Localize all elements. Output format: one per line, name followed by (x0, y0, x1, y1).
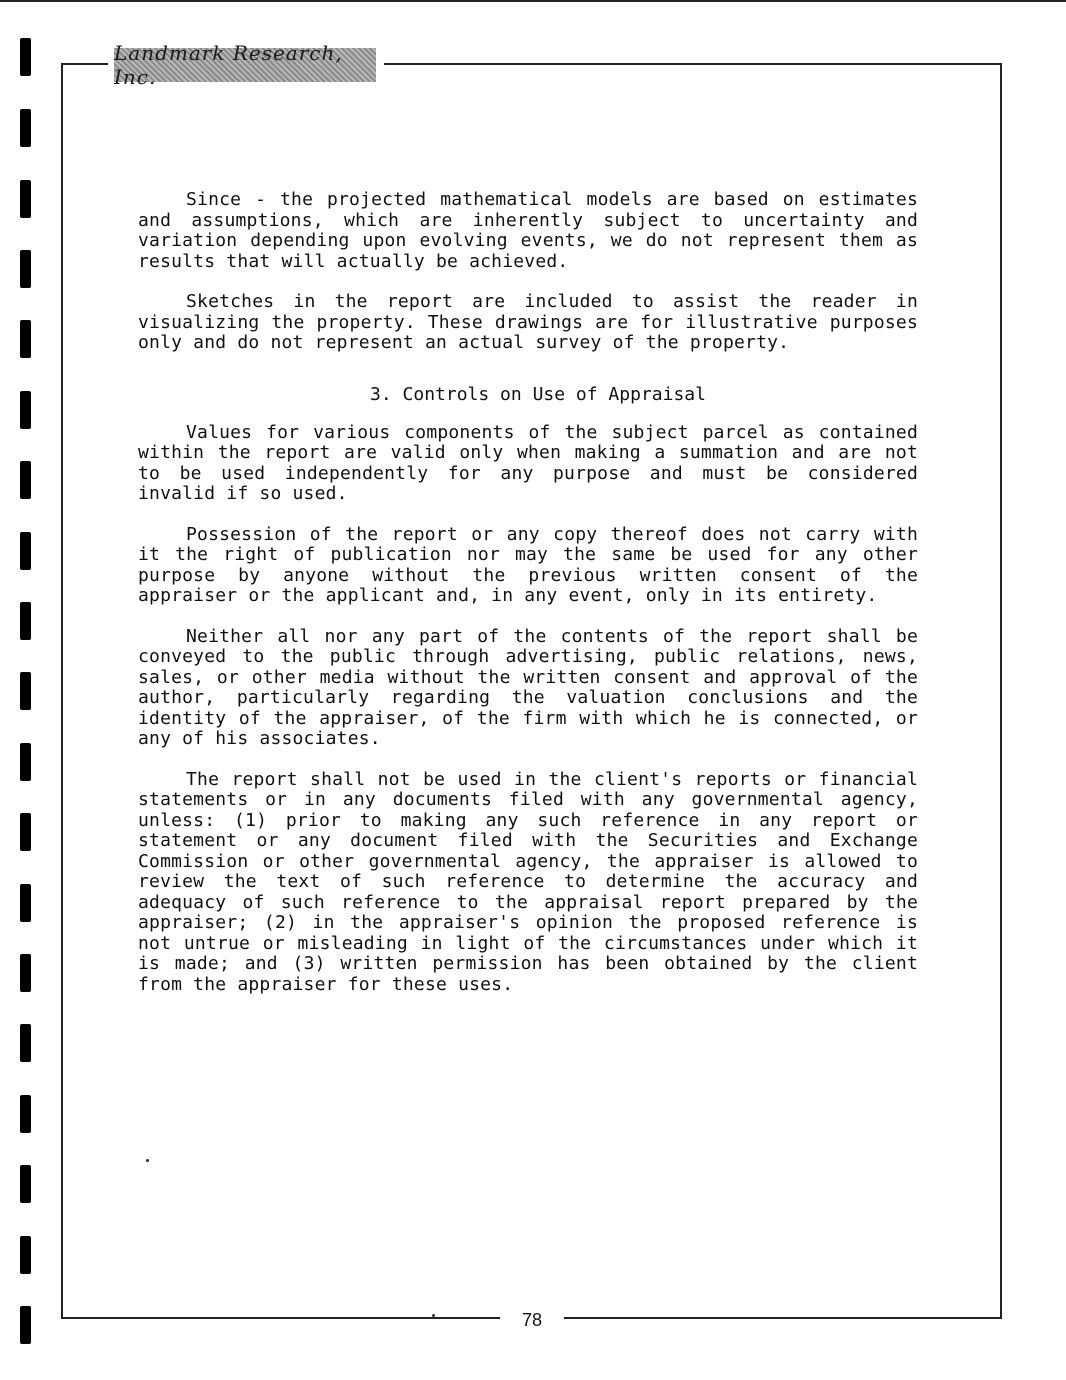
binding-hole (20, 1236, 31, 1274)
binding-hole (20, 743, 31, 781)
stray-mark (432, 1314, 435, 1317)
binding-hole (20, 1095, 31, 1133)
binding-hole (20, 1024, 31, 1062)
header-logo-banner (108, 41, 384, 89)
paragraph-values: Values for various components of the subject parcel as contained within the report are valid only when making a summation and are not to be used independently for any purpose and must be considered invalid if so used. (138, 421, 918, 504)
binding-hole (20, 461, 31, 499)
binding-hole (20, 109, 31, 147)
section-heading: 3. Controls on Use of Appraisal (370, 383, 706, 405)
binding-hole (20, 884, 31, 922)
binding-hole (20, 532, 31, 570)
paragraph-publicity: Neither all nor any part of the contents of the report shall be conveyed to the public through advertising, public relations, news, sales, or other media without the written consent and approval of the author, particularly regarding the valuation conclusions and the identity of the appraiser, of the firm with which he is connected, or any of his associates. (138, 625, 918, 749)
binding-hole (20, 1165, 31, 1203)
binding-hole (20, 813, 31, 851)
binding-hole (20, 1306, 31, 1344)
paragraph-reports-use: The report shall not be used in the client's reports or financial statements or in any documents filed with any governmental agency, unless: (1) prior to making any such reference in any report or statement or any document filed with the Securities and Exchange Commission or other governmental agency, the appraiser is allowed to review the text of such reference to determine the accuracy and adequacy of such reference to the appraisal report prepared by the appraiser; (2) in the appraiser's opinion the proposed reference is not untrue or misleading in light of the circumstances under which it is made; and (3) written permission has been obtained by the client from the appraiser for these uses. (138, 768, 918, 995)
binding-hole (20, 180, 31, 218)
top-edge-rule (0, 0, 1066, 2)
company-logo: Landmark Research, Inc. (114, 48, 376, 82)
binding-hole (20, 320, 31, 358)
paragraph-sketches: Sketches in the report are included to assist the reader in visualizing the property. These drawings are for illustrative purposes only and do not represent an actual survey of the property. (138, 291, 918, 353)
binding-hole (20, 672, 31, 710)
binding-hole (20, 38, 31, 76)
binding-hole (20, 250, 31, 288)
page-footer (500, 1305, 564, 1335)
stray-mark (146, 1159, 149, 1162)
binding-hole (20, 391, 31, 429)
document-body (138, 190, 918, 1015)
binding-holes (20, 0, 32, 1380)
paragraph-models: Since - the projected mathematical models are based on estimates and assumptions, which are inherently subject to uncertainty and variation depending upon evolving events, we do not represent them as results that will actually be achieved. (138, 189, 918, 272)
binding-hole (20, 954, 31, 992)
binding-hole (20, 602, 31, 640)
page-number: 78 (521, 1309, 543, 1330)
paragraph-possession: Possession of the report or any copy thereof does not carry with it the right of publication nor may the same be used for any other purpose by anyone without the previous written consent of the appraiser or the applicant and, in any event, only in its entirety. (138, 523, 918, 606)
